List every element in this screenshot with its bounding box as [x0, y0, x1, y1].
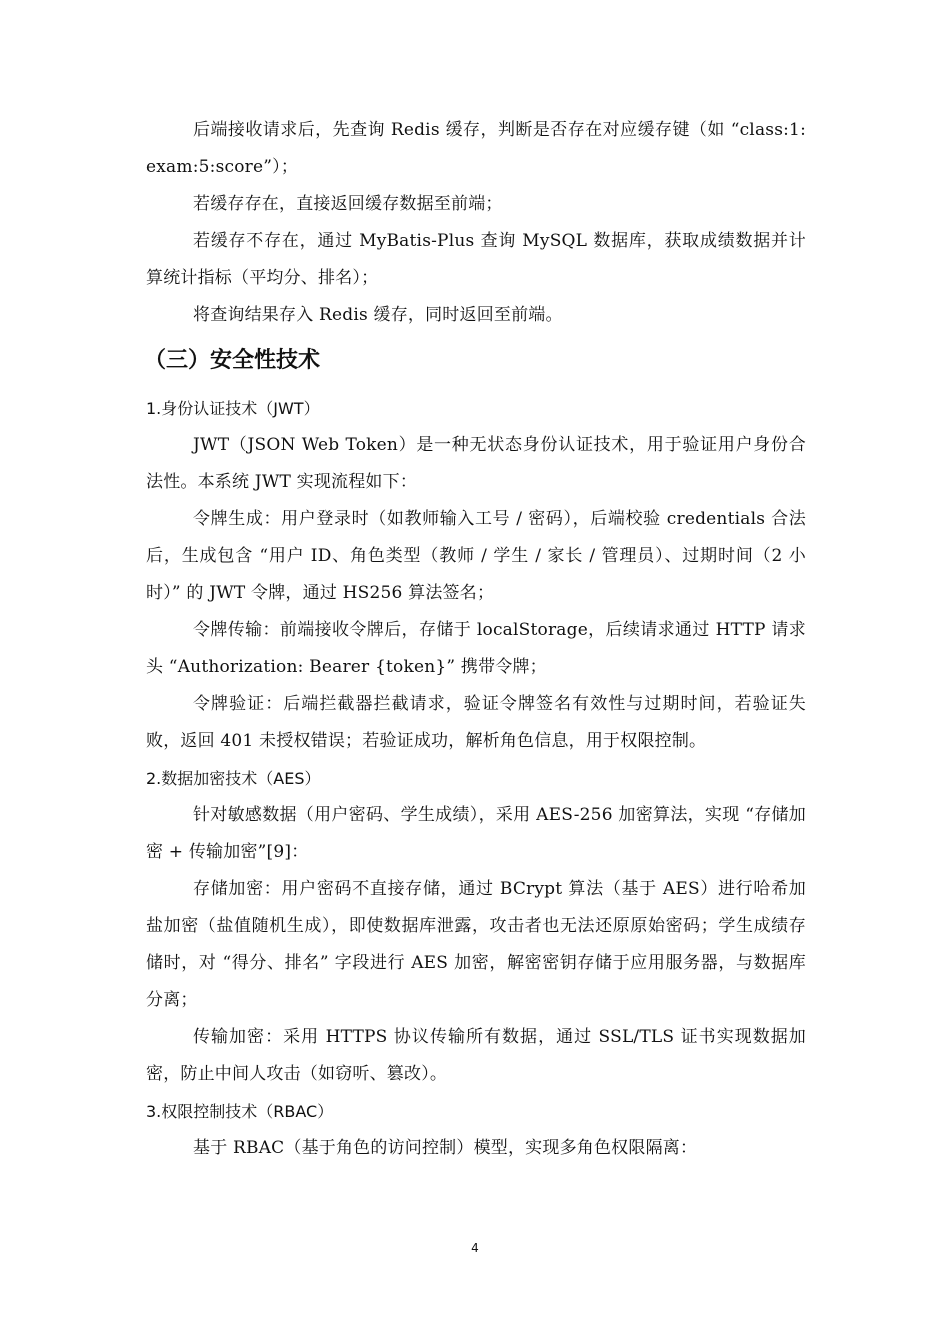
section-title: （三）安全性技术 — [144, 348, 321, 373]
jwt-heading: 1.身份认证技术（JWT） — [146, 399, 320, 418]
jwt-token-transfer: 令牌传输：前端接收令牌后，存储于 localStorage，后续请求通过 HTTP 请求头 “Authorization: Bearer {token}” 携带令牌； — [146, 620, 806, 677]
jwt-token-generation: 令牌生成：用户登录时（如教师输入工号 / 密码），后端校验 credentials 合法后，生成包含 “用户 ID、角色类型（教师 / 学生 / 家长 / 管理员）、过期时间（2 小时）” 的 JWT 令牌，通过 HS256 算法签名； — [146, 509, 806, 603]
paragraph-cache-hit: 若缓存存在，直接返回缓存数据至前端； — [193, 194, 503, 214]
jwt-intro: JWT（JSON Web Token）是一种无状态身份认证技术，用于验证用户身份合法性。本系统 JWT 实现流程如下： — [146, 435, 806, 492]
paragraph-cache-miss: 若缓存不存在，通过 MyBatis-Plus 查询 MySQL 数据库，获取成绩数据并计算统计指标（平均分、排名）； — [146, 231, 806, 288]
jwt-token-validation: 令牌验证：后端拦截器拦截请求，验证令牌签名有效性与过期时间，若验证失败，返回 401 未授权错误；若验证成功，解析角色信息，用于权限控制。 — [146, 694, 806, 751]
paragraph-cache-query: 后端接收请求后，先查询 Redis 缓存，判断是否存在对应缓存键（如 “class:1:exam:5:score”）； — [146, 120, 806, 177]
rbac-heading: 3.权限控制技术（RBAC） — [146, 1102, 334, 1121]
aes-transport-encryption: 传输加密：采用 HTTPS 协议传输所有数据，通过 SSL/TLS 证书实现数据加密，防止中间人攻击（如窃听、篡改）。 — [146, 1027, 806, 1084]
paragraph-cache-store: 将查询结果存入 Redis 缓存，同时返回至前端。 — [193, 305, 563, 325]
aes-heading: 2.数据加密技术（AES） — [146, 769, 321, 788]
rbac-intro: 基于 RBAC（基于角色的访问控制）模型，实现多角色权限隔离： — [193, 1138, 698, 1158]
aes-intro: 针对敏感数据（用户密码、学生成绩），采用 AES-256 加密算法，实现 “存储加密 + 传输加密”[9]： — [146, 805, 806, 862]
page-content — [146, 112, 806, 1167]
aes-storage-encryption: 存储加密：用户密码不直接存储，通过 BCrypt 算法（基于 AES）进行哈希加盐加密（盐值随机生成），即使数据库泄露，攻击者也无法还原原始密码；学生成绩存储时，对 “得分、排名” 字段进行 AES 加密，解密密钥存储于应用服务器，与数据库分离； — [146, 879, 806, 1010]
page-number: 4 — [471, 1241, 479, 1255]
